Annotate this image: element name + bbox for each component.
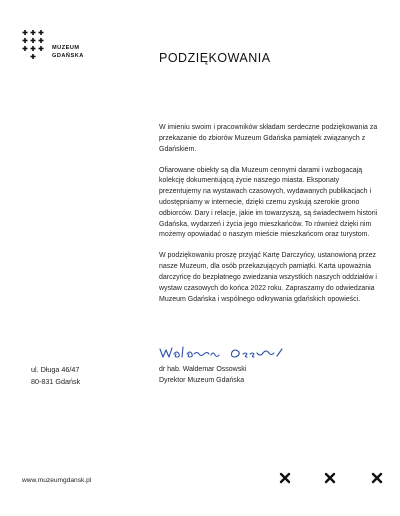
decorative-cross-marks [279,472,389,488]
logo-line-2: GDAŃSKA [52,53,84,59]
page-title: PODZIĘKOWANIA [159,51,271,65]
cross-mark-icon [279,472,291,484]
logo-wordmark [52,44,84,60]
cross-mark-icon [371,472,383,484]
letter-paragraph-3: W podziękowaniu proszę przyjąć Kartę Darczyńcy, ustanowioną przez nasze Muzeum, dla osób przekazujących pamiątki. Karta upoważnia darczyńcę do bezpłatnego zwiedzania wszystkich naszych oddziałów i wystaw czasowych do końca 2022 roku. Zapraszamy do odwiedzania Muzeum Gdańska i wspólnego odkrywania gdańskich opowieści. [159,252,377,303]
website-link[interactable]: www.muzeumgdansk.pl [22,477,92,484]
signer-block [159,364,246,386]
museum-logo-crosses-icon [22,30,48,66]
signer-name: dr hab. Waldemar Ossowski [159,366,247,373]
address-city: 80-831 Gdańsk [31,377,81,386]
handwritten-signature [159,345,299,361]
letter-paragraph-1: W imieniu swoim i pracowników składam serdeczne podziękowania za przekazanie do zbiorów Muzeum Gdańska pamiątek związanych z Gdańskiem. [159,124,378,153]
letter-body [159,123,381,316]
address-block [31,364,80,388]
museum-logo [22,30,84,66]
address-street: ul. Długa 46/47 [31,365,80,374]
signer-title: Dyrektor Muzeum Gdańska [159,377,245,384]
cross-mark-icon [324,472,336,484]
logo-line-1: MUZEUM [52,45,80,51]
letter-paragraph-2: Ofiarowane obiekty są dla Muzeum cennymi darami i wzbogacają kolekcję dokumentującą życie naszego miasta. Eksponaty prezentujemy na wystawach czasowych, wydawanych publikacjach i udostępniamy w internecie, dzięki czemu zyskują szerokie grono odbiorców. Dary i relacje, jakie im towarzyszą, są świadectwem historii Gdańska, wydarzeń i życia jego mieszkańców. To również dzięki nim możemy opowiadać o naszym mieście mieszkańcom oraz turystom. [159,166,378,239]
